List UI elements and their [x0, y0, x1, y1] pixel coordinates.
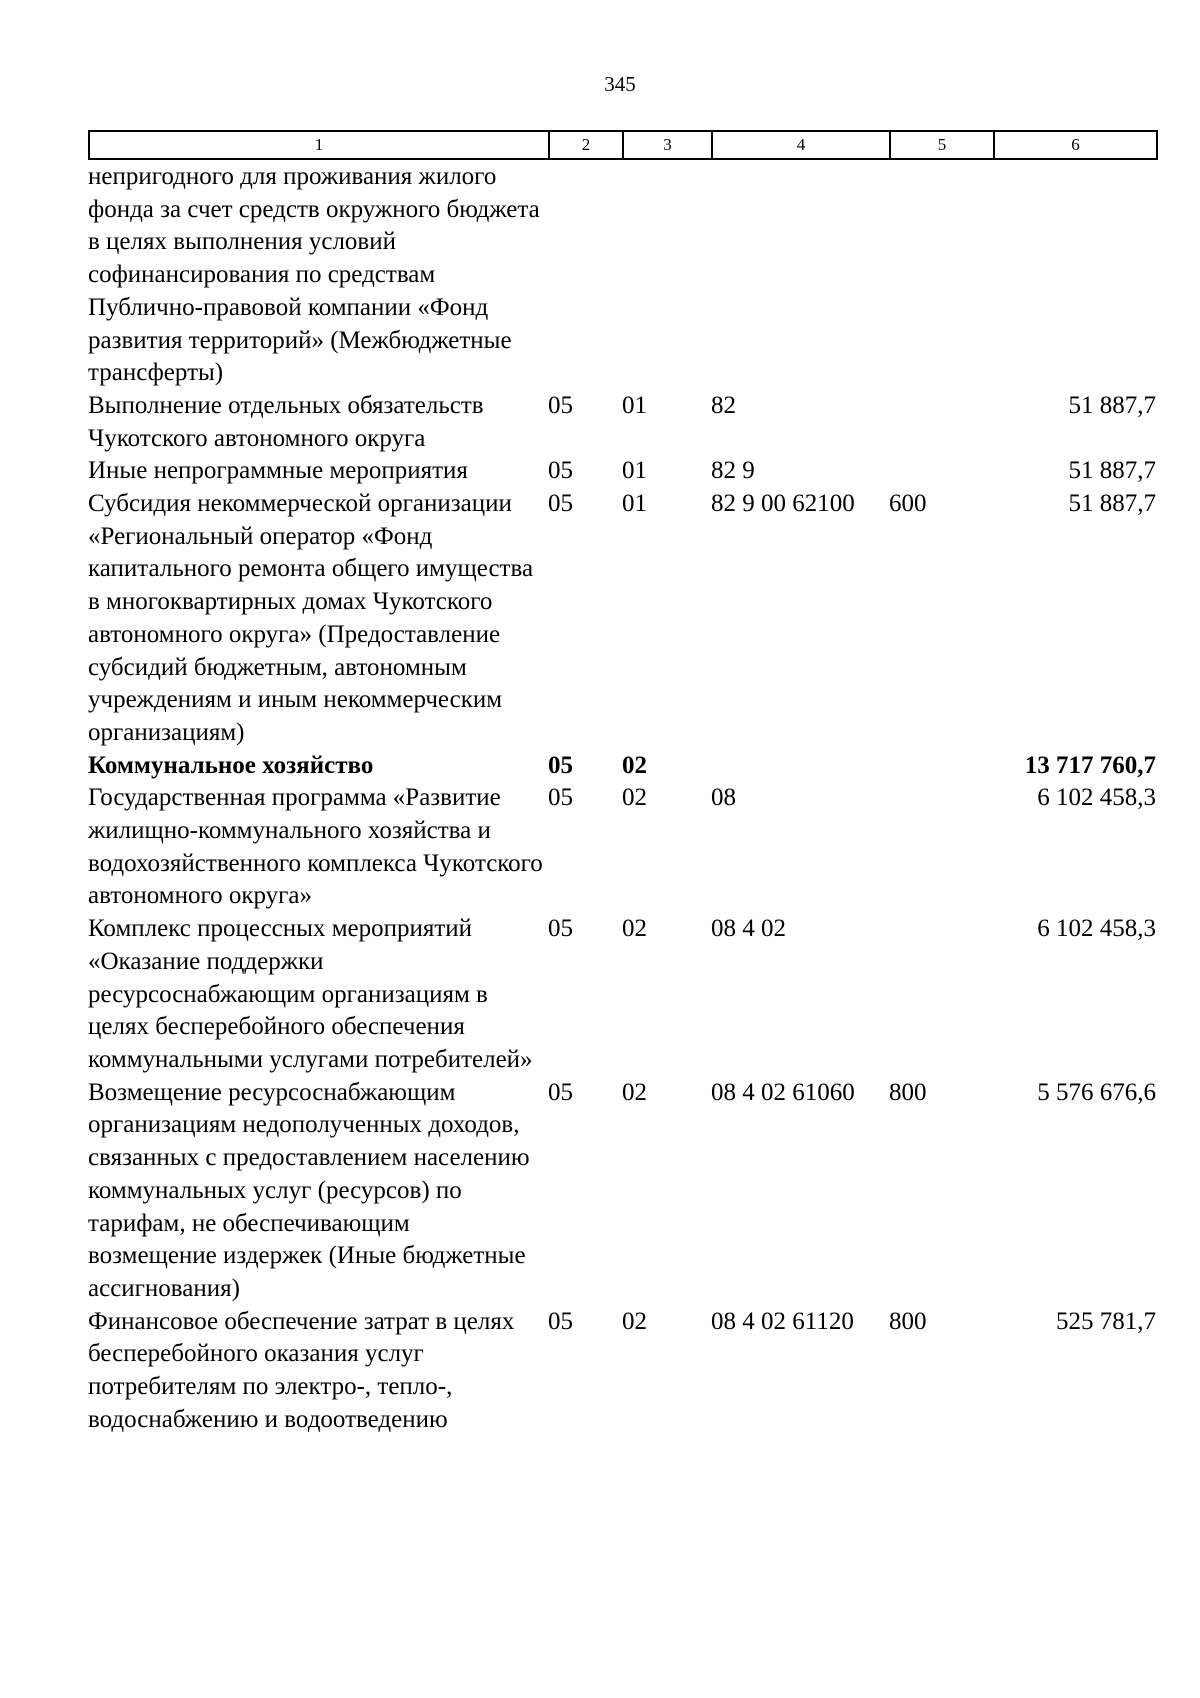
row-amount: 6 102 458,3 — [1037, 915, 1156, 943]
row-section: 05 — [548, 915, 573, 943]
row-section: 05 — [548, 784, 573, 812]
row-section — [548, 161, 622, 390]
row-expense-type — [889, 782, 993, 913]
row-name: Возмещение ресурсоснабжающим организациям недополученных доходов, связанных с предоставлением населению коммунальных услуг (ресурсов) по тарифам, не обеспечивающим возмещение издержек (Иные бюджетные ассигнования) — [88, 1078, 530, 1302]
row-expense-type: 800 — [889, 1307, 927, 1335]
column-header-row — [89, 131, 1157, 159]
row-section: 05 — [548, 1307, 573, 1335]
column-header-6: 6 — [994, 131, 1157, 159]
row-subsection: 02 — [622, 1307, 647, 1335]
row-name: Субсидия некоммерческой организации «Региональный оператор «Фонд капитального ремонта общего имущества в многоквартирных домах Чукотского автономного округа» (Предоставление субсидий бюджетным, автономным учреждениям и иным некоммерческим организациям) — [88, 490, 534, 746]
row-expense-type — [889, 161, 993, 390]
table-row — [88, 913, 1156, 1077]
row-section: 05 — [548, 490, 573, 518]
row-section: 05 — [548, 457, 573, 485]
row-name: Финансовое обеспечение затрат в целях бесперебойного оказания услуг потребителям по электро-, тепло-, водоснабжению и водоотведению — [88, 1307, 515, 1433]
row-target-code: 82 — [711, 391, 736, 419]
row-name: Комплекс процессных мероприятий «Оказание поддержки ресурсоснабжающим организациям в целях бесперебойного обеспечения коммунальными услугами потребителей» — [88, 915, 533, 1073]
table-row — [88, 1306, 1156, 1437]
row-amount: 51 887,7 — [1068, 490, 1156, 518]
column-header-5: 5 — [890, 131, 994, 159]
row-subsection: 02 — [622, 915, 647, 943]
table-row-section-total — [88, 750, 1156, 783]
row-target-code: 82 9 00 62100 — [711, 490, 855, 518]
row-subsection — [622, 161, 711, 390]
table-row — [88, 1077, 1156, 1306]
row-expense-type: 600 — [889, 490, 927, 518]
row-target-code — [711, 750, 889, 783]
column-header-3: 3 — [623, 131, 712, 159]
page-number: 345 — [604, 72, 636, 96]
row-section: 05 — [548, 1078, 573, 1106]
row-section: 05 — [548, 391, 573, 419]
row-subsection: 01 — [622, 457, 647, 485]
row-subsection: 02 — [622, 784, 647, 812]
row-amount: 51 887,7 — [1068, 457, 1156, 485]
row-subsection: 01 — [622, 391, 647, 419]
row-name: Выполнение отдельных обязательств Чукотского автономного округа — [88, 391, 484, 452]
column-header-1: 1 — [89, 131, 549, 159]
row-expense-type — [889, 455, 993, 488]
row-amount: 5 576 676,6 — [1037, 1078, 1156, 1106]
row-amount: 6 102 458,3 — [1037, 784, 1156, 812]
table-row — [88, 488, 1156, 750]
row-expense-type — [889, 913, 993, 1077]
row-target-code: 82 9 — [711, 457, 755, 485]
row-name: непригодного для проживания жилого фонда за счет средств окружного бюджета в целях выполнения условий софинансирования по средствам Публично-правовой компании «Фонд развития территорий» (Межбюджетные трансферты) — [88, 163, 540, 387]
row-name: Государственная программа «Развитие жилищно-коммунального хозяйства и водохозяйственного комплекса Чукотского автономного округа» — [88, 784, 543, 910]
row-amount — [993, 161, 1156, 390]
row-target-code: 08 4 02 61120 — [711, 1307, 854, 1335]
row-subsection: 01 — [622, 490, 647, 518]
row-subsection: 02 — [622, 751, 647, 779]
row-subsection: 02 — [622, 1078, 647, 1106]
budget-table — [88, 161, 1156, 1436]
row-target-code — [711, 161, 889, 390]
row-amount: 13 717 760,7 — [1024, 751, 1156, 779]
table-row — [88, 455, 1156, 488]
row-section: 05 — [548, 751, 573, 779]
row-amount: 51 887,7 — [1068, 391, 1156, 419]
table-row — [88, 390, 1156, 455]
row-expense-type — [889, 750, 993, 783]
column-header-table — [88, 130, 1158, 160]
table-row — [88, 782, 1156, 913]
row-expense-type: 800 — [889, 1078, 927, 1106]
row-name: Коммунальное хозяйство — [88, 751, 374, 779]
row-target-code: 08 — [711, 784, 736, 812]
row-amount: 525 781,7 — [1056, 1307, 1156, 1335]
row-target-code: 08 4 02 — [711, 915, 786, 943]
column-header-2: 2 — [549, 131, 623, 159]
row-expense-type — [889, 390, 993, 455]
row-target-code: 08 4 02 61060 — [711, 1078, 855, 1106]
row-name: Иные непрограммные мероприятия — [88, 457, 468, 485]
table-row — [88, 161, 1156, 390]
column-header-4: 4 — [712, 131, 890, 159]
